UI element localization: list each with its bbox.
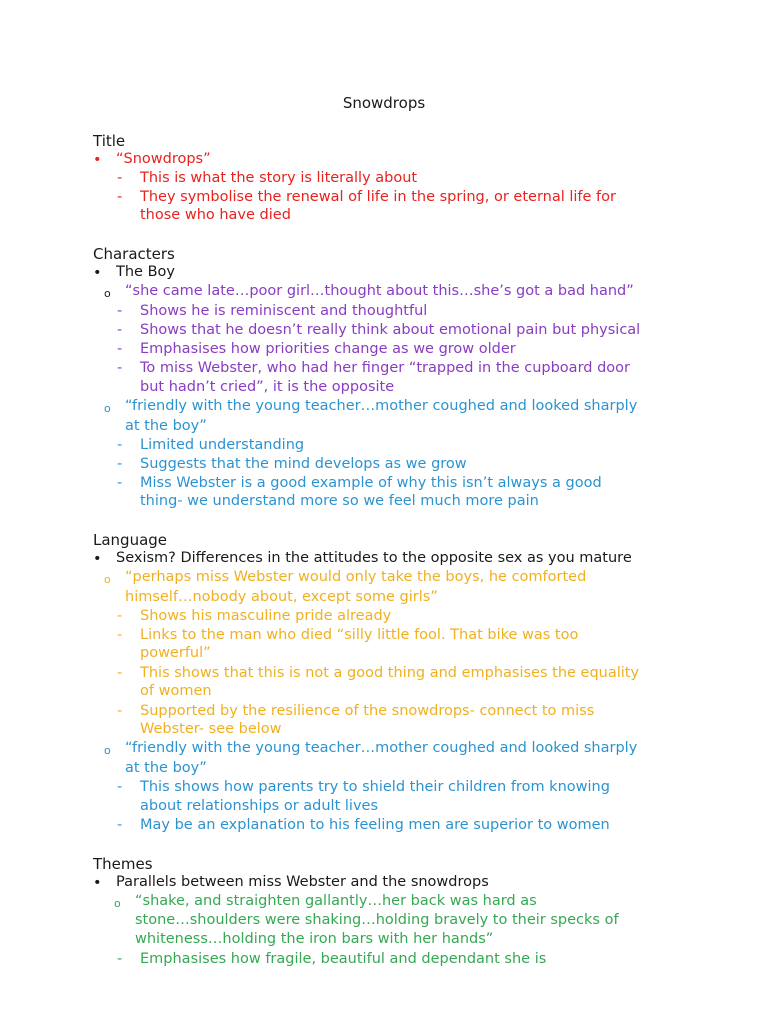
bullet-marker: • bbox=[93, 875, 102, 891]
circle-marker: o bbox=[114, 897, 121, 910]
circle-marker: o bbox=[104, 744, 111, 757]
quote-line: “friendly with the young teacher…mother coughed and looked sharply bbox=[125, 740, 638, 756]
bullet-marker: • bbox=[93, 152, 102, 168]
quote-line: “shake, and straighten gallantly…her back was hard as bbox=[135, 893, 537, 909]
quote-line: at the boy” bbox=[125, 760, 207, 776]
document-title: Snowdrops bbox=[342, 94, 426, 112]
dash-marker: - bbox=[117, 951, 123, 967]
dash-marker: - bbox=[117, 437, 123, 453]
list-item: To miss Webster, who had her finger “trapped in the cupboard door bbox=[140, 360, 630, 376]
dash-marker: - bbox=[117, 170, 123, 186]
list-item: Emphasises how priorities change as we grow older bbox=[140, 341, 516, 357]
list-item: Shows that he doesn’t really think about emotional pain but physical bbox=[140, 322, 641, 338]
dash-marker: - bbox=[117, 475, 123, 491]
dash-marker: - bbox=[117, 322, 123, 338]
list-item: Shows his masculine pride already bbox=[140, 608, 392, 624]
list-item: Links to the man who died “silly little fool. That bike was too bbox=[140, 627, 579, 643]
section-heading-title: Title bbox=[93, 132, 126, 150]
quote-line: “she came late…poor girl…thought about this…she’s got a bad hand” bbox=[125, 283, 634, 299]
list-item: those who have died bbox=[140, 207, 291, 223]
quote-line: stone…shoulders were shaking…holding bravely to their specks of bbox=[135, 912, 619, 928]
list-item: powerful” bbox=[140, 645, 211, 661]
list-item: They symbolise the renewal of life in the spring, or eternal life for bbox=[140, 189, 616, 205]
circle-marker: o bbox=[104, 287, 111, 300]
quote-line: whiteness…holding the iron bars with her hands” bbox=[135, 931, 494, 947]
section-heading-language: Language bbox=[93, 531, 168, 549]
list-item: about relationships or adult lives bbox=[140, 798, 378, 814]
quote-line: “perhaps miss Webster would only take the boys, he comforted bbox=[125, 569, 587, 585]
dash-marker: - bbox=[117, 665, 123, 681]
list-item: Supported by the resilience of the snowdrops- connect to miss bbox=[140, 703, 595, 719]
list-item: Miss Webster is a good example of why this isn’t always a good bbox=[140, 475, 602, 491]
dash-marker: - bbox=[117, 189, 123, 205]
list-item: Parallels between miss Webster and the snowdrops bbox=[116, 874, 489, 890]
dash-marker: - bbox=[117, 627, 123, 643]
circle-marker: o bbox=[104, 573, 111, 586]
dash-marker: - bbox=[117, 303, 123, 319]
list-item: Sexism? Differences in the attitudes to the opposite sex as you mature bbox=[116, 550, 632, 566]
list-item: but hadn’t cried”, it is the opposite bbox=[140, 379, 395, 395]
list-item: thing- we understand more so we feel much more pain bbox=[140, 493, 539, 509]
list-item: “Snowdrops” bbox=[116, 151, 211, 167]
list-item: The Boy bbox=[116, 264, 175, 280]
dash-marker: - bbox=[117, 341, 123, 357]
dash-marker: - bbox=[117, 817, 123, 833]
list-item: Webster- see below bbox=[140, 721, 282, 737]
section-heading-characters: Characters bbox=[93, 245, 175, 263]
bullet-marker: • bbox=[93, 265, 102, 281]
list-item: Suggests that the mind develops as we grow bbox=[140, 456, 467, 472]
list-item: This shows how parents try to shield their children from knowing bbox=[140, 779, 610, 795]
list-item: This shows that this is not a good thing and emphasises the equality bbox=[140, 665, 640, 681]
dash-marker: - bbox=[117, 456, 123, 472]
dash-marker: - bbox=[117, 779, 123, 795]
list-item: Emphasises how fragile, beautiful and dependant she is bbox=[140, 951, 547, 967]
list-item: This is what the story is literally about bbox=[140, 170, 418, 186]
section-heading-themes: Themes bbox=[93, 855, 153, 873]
list-item: Shows he is reminiscent and thoughtful bbox=[140, 303, 428, 319]
dash-marker: - bbox=[117, 360, 123, 376]
quote-line: at the boy” bbox=[125, 418, 207, 434]
bullet-marker: • bbox=[93, 551, 102, 567]
list-item: May be an explanation to his feeling men are superior to women bbox=[140, 817, 610, 833]
dash-marker: - bbox=[117, 703, 123, 719]
quote-line: himself…nobody about, except some girls” bbox=[125, 589, 438, 605]
circle-marker: o bbox=[104, 402, 111, 415]
list-item: Limited understanding bbox=[140, 437, 305, 453]
list-item: of women bbox=[140, 683, 212, 699]
quote-line: “friendly with the young teacher…mother coughed and looked sharply bbox=[125, 398, 638, 414]
dash-marker: - bbox=[117, 608, 123, 624]
